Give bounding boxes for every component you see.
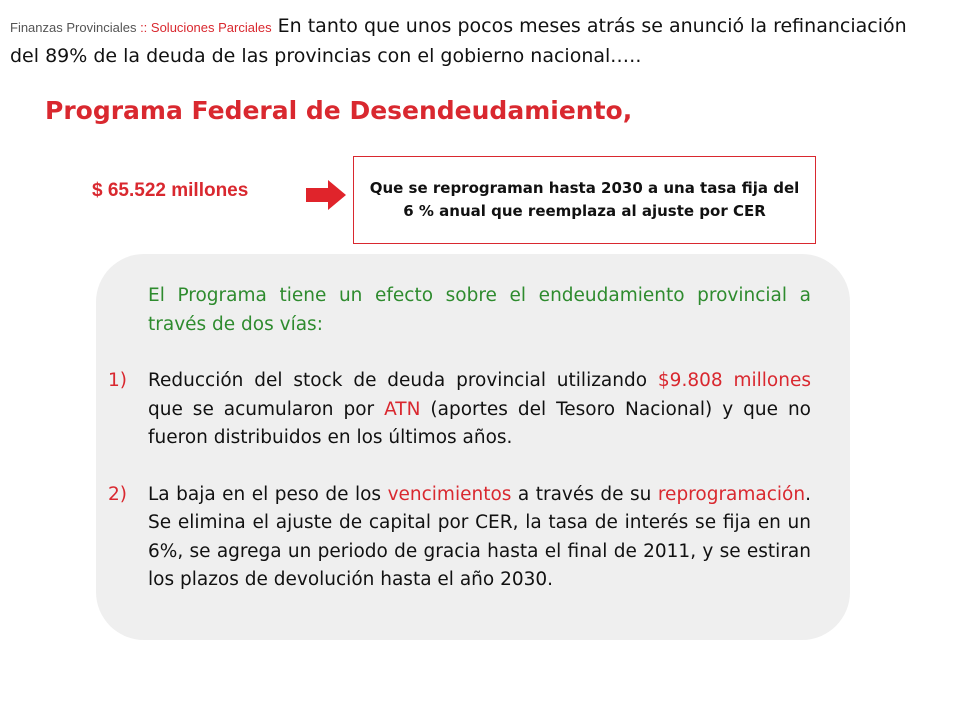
subtitle-label: Soluciones Parciales — [150, 20, 272, 35]
panel-body — [108, 282, 811, 595]
item-text-part: a través de su — [511, 483, 658, 505]
item-text-part: (aportes del Tesoro Nacional) y que no fueron distribuidos en los últimos años. — [148, 398, 811, 448]
list-item — [108, 367, 811, 453]
item-text-part: La baja en el peso de los — [148, 483, 388, 505]
page-title: Programa Federal de Desendeudamiento, — [45, 96, 633, 125]
item-text — [148, 367, 811, 453]
item-highlight: $9.808 millones — [657, 370, 811, 391]
item-highlight: reprogramación — [657, 483, 806, 505]
item-text — [148, 481, 811, 595]
item-number: 1) — [108, 370, 127, 391]
header-separator: :: — [136, 20, 151, 35]
item-text-part: . Se elimina el ajuste de capital por CER, la tasa de interés se fija en un 6%, se agrega un periodo de gracia hasta el final de 2011, y se estiran los plazos de devolución hasta el año 2030. — [148, 483, 811, 590]
header-text: En tanto que unos pocos meses atrás se anunció la refinanciación del 89% de la deuda de las provincias con el gobierno nacional.…. — [10, 15, 907, 67]
right-arrow-icon — [306, 180, 346, 210]
slide-header — [10, 12, 940, 70]
item-text-part: que se acumularon por — [148, 398, 385, 420]
list-item — [108, 481, 811, 595]
item-highlight: ATN — [384, 398, 421, 420]
source-label: Finanzas Provinciales — [10, 20, 137, 35]
item-highlight: vencimientos — [387, 483, 512, 505]
intro-paragraph: El Programa tiene un efecto sobre el endeudamiento provincial a través de dos vías: — [148, 285, 811, 335]
amount-label: $ 65.522 millones — [92, 180, 249, 201]
callout-box — [353, 156, 816, 244]
item-text-part: Reducción del stock de deuda provincial utilizando — [148, 370, 658, 391]
callout-text: Que se reprograman hasta 2030 a una tasa fija del 6 % anual que reemplaza al ajuste por CER — [369, 179, 800, 220]
item-number: 2) — [108, 483, 127, 505]
